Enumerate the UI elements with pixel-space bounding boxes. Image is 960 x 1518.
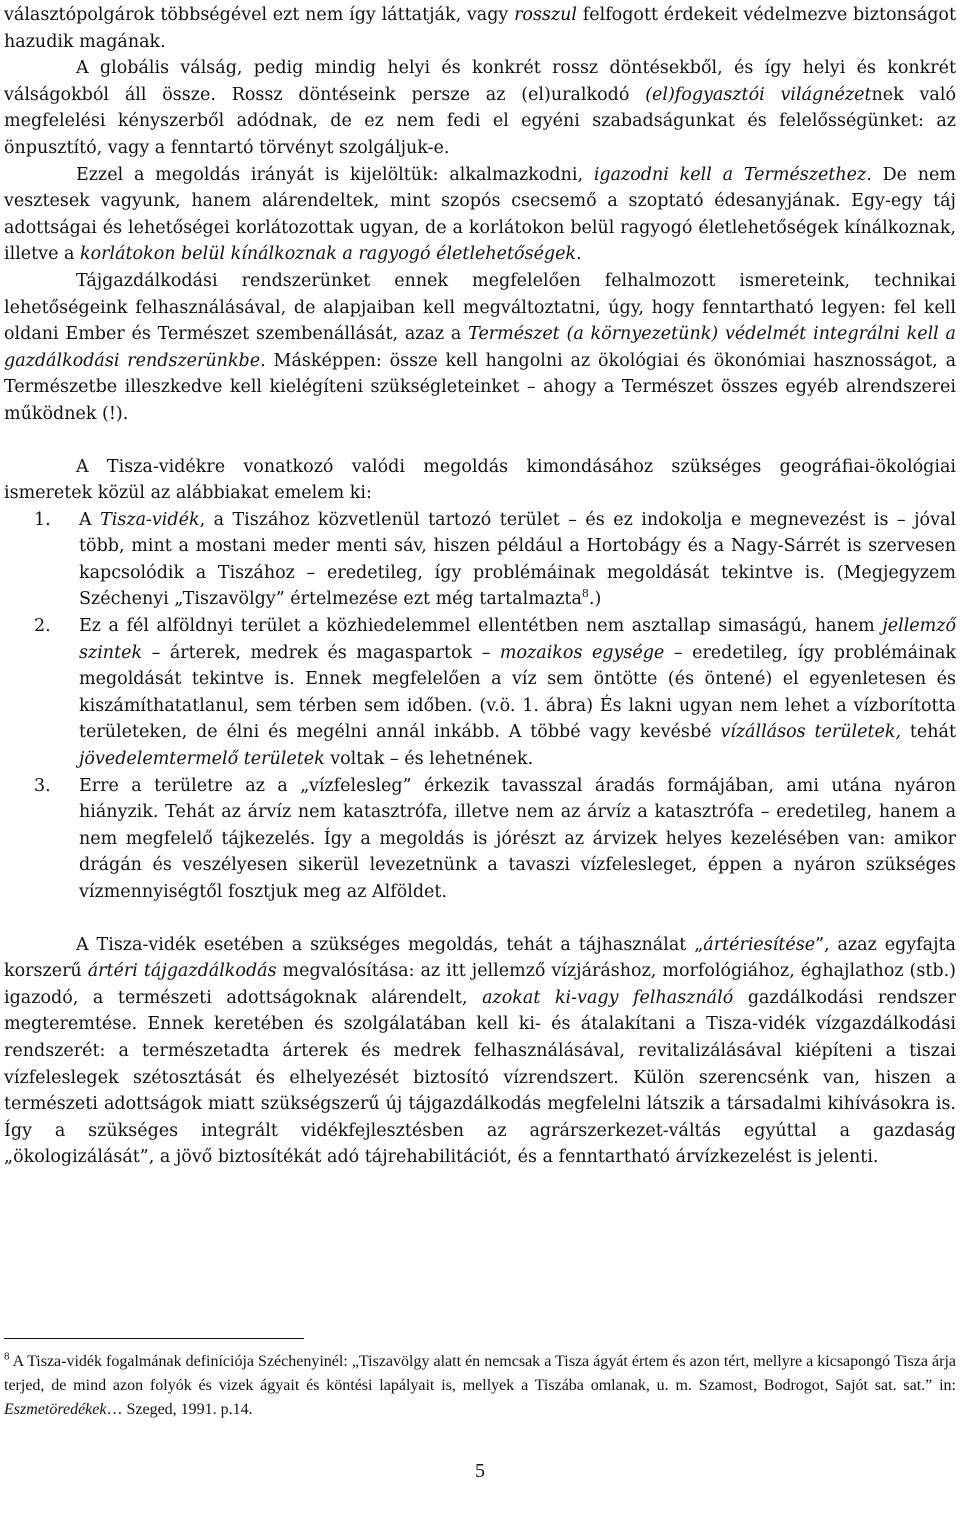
italic-run: mozaikos egysége: [499, 642, 665, 663]
main-text: [4, 2, 956, 1171]
paragraph-2: [4, 55, 956, 161]
text-run: ”, azaz egyfajta korszerű: [4, 934, 956, 982]
italic-run: jövedelemtermelő területek: [79, 749, 325, 770]
text-run: A: [79, 509, 101, 530]
text-run: voltak – és lehetnének.: [324, 749, 534, 770]
footnote-divider: [4, 1338, 304, 1339]
text-run: . Másképpen: össze kell hangolni az ökológiai és ökonómiai hasznosságot, a Természetbe illeszkedve kell kielégíteni szükségleteinket – ahogy a Természet összes egyéb alrendszerei működnek (!).: [4, 350, 957, 424]
italic-run: azokat ki-vagy felhasználó: [482, 987, 734, 1008]
spacer: [4, 428, 956, 454]
italic-run: (el)fogyasztói világnézet: [645, 84, 872, 105]
paragraph-3: [4, 162, 956, 268]
text-run: … Szeged, 1991. p.14.: [106, 1401, 253, 1418]
italic-run: Eszmetöredékek: [4, 1401, 107, 1418]
italic-run: igazodni kell a Természethez: [593, 164, 867, 185]
list-item-3: [4, 773, 956, 906]
paragraph-6: [4, 932, 956, 1171]
text-run: felfogott érdekeit védelmezve biztonságot hazudik magának.: [4, 5, 956, 52]
list-item-1: [4, 507, 956, 613]
numbered-list: [4, 507, 956, 906]
text-run: .): [588, 589, 602, 610]
document-page: [4, 0, 956, 1518]
italic-run: jellemző szintek: [79, 616, 956, 663]
italic-run: Tisza-vidék: [100, 509, 200, 530]
list-number: 1.: [34, 509, 51, 530]
italic-run: vízállásos területek,: [720, 722, 902, 743]
italic-run: rosszul: [514, 5, 578, 25]
text-run: Erre a területre az a „vízfelesleg” érkezik tavasszal áradás formájában, ami utána nyáron hiányzik. Tehát az árvíz nem katasztrófa, illetve nem az árvíz a katasztrófa – eredetileg, hanem a nem megfelelő tájkezelés. Így a megoldás is jórészt az árvizek helyes kezelésében van: amikor drágán és veszélyesen sikerül levezetnünk a tavaszi vízfelesleget, éppen a nyáron szükséges vízmennyiségtől fosztjuk meg az Alföldet.: [79, 775, 956, 902]
text-run: gazdálkodási rendszer megteremtése. Ennek keretében és szolgálatában kell ki- és átalakítani a Tisza-vidék vízgazdálkodási rendszerét: a természetadta árterek és medrek felhasználásával, revitalizálásával kiépíteni a tiszai vízfeleslegek szétosztását és elhelyezését biztosító vízrendszert. Külön szerencsénk van, hiszen a természeti adottságok miatt szükségszerű új tájgazdálkodás megfelelni látszik a társadalmi kihívásokra is. Így a szükséges integrált vidékfejlesztésben az agrárszerkezet-váltás egyúttal a gazdaság „ökologizálását”, a jövő biztosítékát adó tájrehabilitációt, és a fenntartható árvízkezelést is jelenti.: [4, 987, 956, 1168]
text-run: . De nem vesztesek vagyunk, hanem alárendeltek, mint szopós csecsemő a szoptató édesanyjának. Egy-egy táj adottságai és lehetőségei korlátozottak ugyan, de a korlátokon belül ragyogó életlehetőségek kínálkoznak, illetve a: [4, 164, 956, 265]
text-run: – eredetileg, így problémáinak megoldását tekintve is. Ennek megfelelően a víz sem öntötte (és öntené) el egyenletesen és kiszámíthatatlanul, sem térben sem időben. (v.ö. 1. ábra) És lakni ugyan nem lehet a vízborította területeken, de élni és megélni annál inkább. A többé vagy kevésbé: [79, 642, 956, 743]
text-run: A Tisza-vidék esetében a szükséges megoldás, tehát a tájhasználat „: [76, 934, 704, 955]
text-run: , a Tiszához közvetlenül tartozó terület – és ez indokolja e megnevezést is – jóval több, mint a mostani meder menti sáv, hiszen például a Hortobágy és a Nagy-Sárrét is szervesen kapcsolódik a Tiszához – eredetileg, így problémáinak megoldását tekintve is. (Megjegyzem Széchenyi „Tiszavölgy” értelmezése ezt még tartalmazta: [79, 509, 956, 610]
text-run: A globális válság, pedig mindig helyi és konkrét rossz döntésekből, és így helyi és konkrét válságokból áll össze. Rossz döntéseink persze az (el)uralkodó: [4, 58, 956, 105]
text-run: Tájgazdálkodási rendszerünket ennek megfelelően felhalmozott ismereteink, technikai lehetőségeink felhasználásával, de alapjaiban kell megváltoztatni, úgy, hogy fenntartható legyen: fel kell oldani Ember és Természet szembenállását, azaz a: [4, 270, 956, 345]
spacer: [4, 906, 956, 932]
footnote-mark: 8: [4, 1350, 10, 1363]
text-run: Ezzel a megoldás irányát is kijelöltük: alkalmazkodni,: [76, 164, 594, 185]
list-number: 2.: [34, 616, 51, 637]
italic-run: korlátokon belül kínálkoznak a ragyogó életlehetőségek: [79, 244, 577, 265]
paragraph-1: [4, 2, 956, 55]
text-run: Ez a fél alföldnyi terület a közhiedelemmel ellentétben nem asztallap simaságú, hanem: [79, 616, 883, 637]
list-number: 3.: [34, 775, 51, 796]
text-run: választópolgárok többségével ezt nem így láttatják, vagy: [4, 5, 515, 25]
italic-run: ártériesítése: [703, 934, 816, 955]
text-run: nek való megfelelési kényszerből adódnak, de ez nem fedi el egyéni szabadságunkat és felelősségünket: az önpusztító, vagy a fenntartó törvényt szolgáljuk-e.: [4, 84, 956, 158]
list-item-2: [4, 613, 956, 773]
footnote-reference[interactable]: 8: [581, 587, 589, 601]
footnote-8: [4, 1350, 956, 1422]
text-run: – árterek, medrek és magaspartok –: [142, 642, 500, 663]
text-run: A Tisza-vidék fogalmának definíciója Széchenyinél: „Tiszavölgy alatt én nemcsak a Tisza ágyát értem és azon tért, mellyre a kicsapongó Tisza árja terjed, de mind azon folyók és vizek ágyait és köntési lapályait is, mellyek a Tiszába omlanak, u. m. Szamost, Bodrogot, Sajót sat. sat.” in:: [4, 1353, 956, 1394]
paragraph-5: A Tisza-vidékre vonatkozó valódi megoldás kimondásához szükséges geográfiai-ökológiai ismeretek közül az alábbiakat emelem ki:: [4, 456, 956, 504]
text-run: megvalósítása: az itt jellemző vízjáráshoz, morfológiához, éghajlathoz (stb.) igazodó, a természeti adottságoknak alárendelt,: [4, 961, 956, 1008]
page-number: 5: [475, 1460, 485, 1482]
italic-run: Természet (a környezetünk) védelmét integrálni kell a gazdálkodási rendszerünkbe: [4, 324, 956, 371]
text-run: .: [576, 244, 582, 265]
text-run: tehát: [901, 722, 957, 743]
italic-run: ártéri tájgazdálkodás: [87, 961, 277, 982]
paragraph-4: [4, 268, 956, 428]
